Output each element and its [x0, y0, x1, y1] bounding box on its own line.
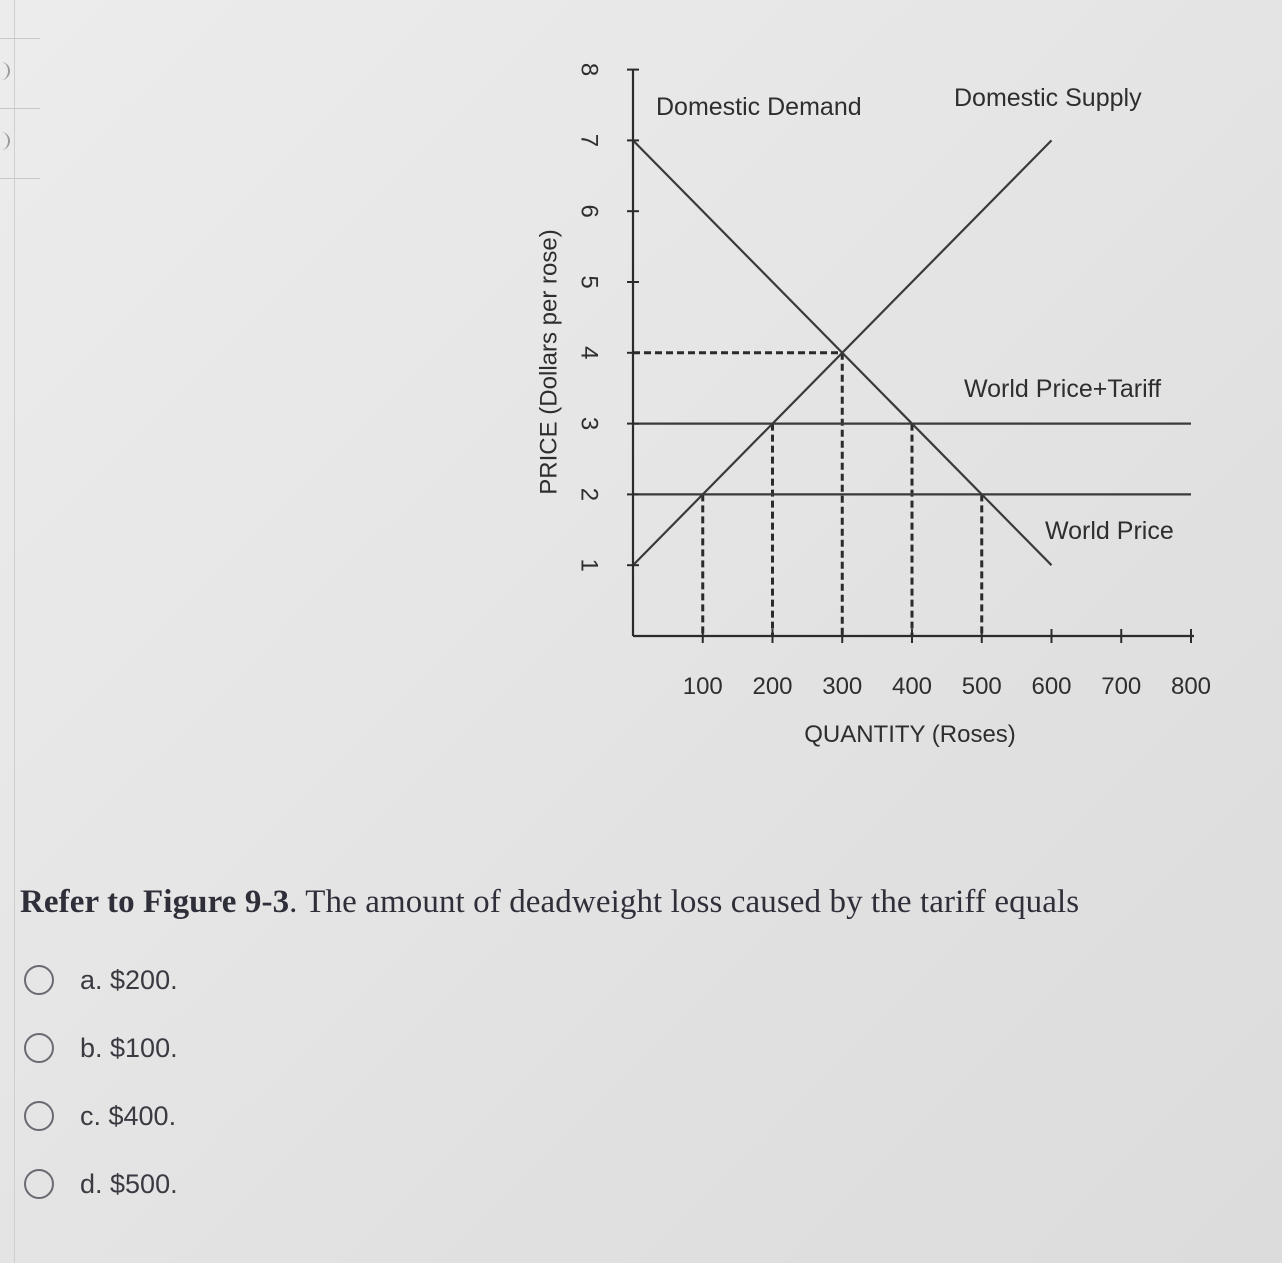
choice-b[interactable]	[24, 1028, 178, 1068]
demand-label: Domestic Demand	[656, 93, 862, 121]
question-text	[20, 884, 1079, 921]
choice-a-label: a. $200.	[80, 964, 178, 995]
radio-button-a[interactable]	[24, 965, 54, 995]
choice-c-label: c. $400.	[80, 1100, 177, 1131]
question-body: . The amount of deadweight loss caused by the tariff equals	[289, 884, 1080, 920]
world-price-label: World Price	[1045, 517, 1174, 545]
choice-a[interactable]	[24, 960, 178, 1000]
y-tick-label: 4	[575, 346, 603, 360]
chart-ticks	[627, 70, 1191, 643]
chart-text	[536, 63, 1212, 748]
supply-label: Domestic Supply	[954, 84, 1142, 112]
figure-reference: Refer to Figure 9-3	[20, 884, 290, 920]
radio-button-b[interactable]	[24, 1033, 54, 1063]
choice-d-label: d. $500.	[80, 1168, 178, 1199]
choice-b-label: b. $100.	[80, 1032, 178, 1063]
radio-button-d[interactable]	[24, 1169, 54, 1199]
tariff-label: World Price+Tariff	[964, 375, 1162, 403]
y-tick-label: 5	[575, 275, 603, 289]
y-tick-label: 8	[575, 62, 603, 77]
x-tick-label: 800	[1170, 673, 1212, 700]
y-tick-label: 7	[575, 133, 603, 148]
y-tick-label: 2	[575, 487, 603, 502]
x-tick-label: 600	[1031, 673, 1072, 700]
y-tick-label: 1	[575, 558, 603, 572]
x-tick-label: 400	[891, 673, 933, 700]
x-tick-label: 700	[1101, 673, 1142, 700]
x-tick-label: 100	[682, 673, 723, 700]
radio-button-c[interactable]	[24, 1101, 54, 1131]
y-axis-title: PRICE (Dollars per rose)	[535, 229, 563, 495]
choice-c[interactable]	[24, 1096, 176, 1136]
x-tick-label: 500	[961, 673, 1002, 700]
y-tick-label: 6	[575, 204, 603, 218]
x-tick-label: 200	[752, 673, 793, 700]
x-axis-title: QUANTITY (Roses)	[804, 721, 1016, 748]
choice-d[interactable]	[24, 1164, 178, 1204]
x-tick-label: 300	[822, 673, 863, 700]
y-tick-label: 3	[575, 416, 603, 431]
